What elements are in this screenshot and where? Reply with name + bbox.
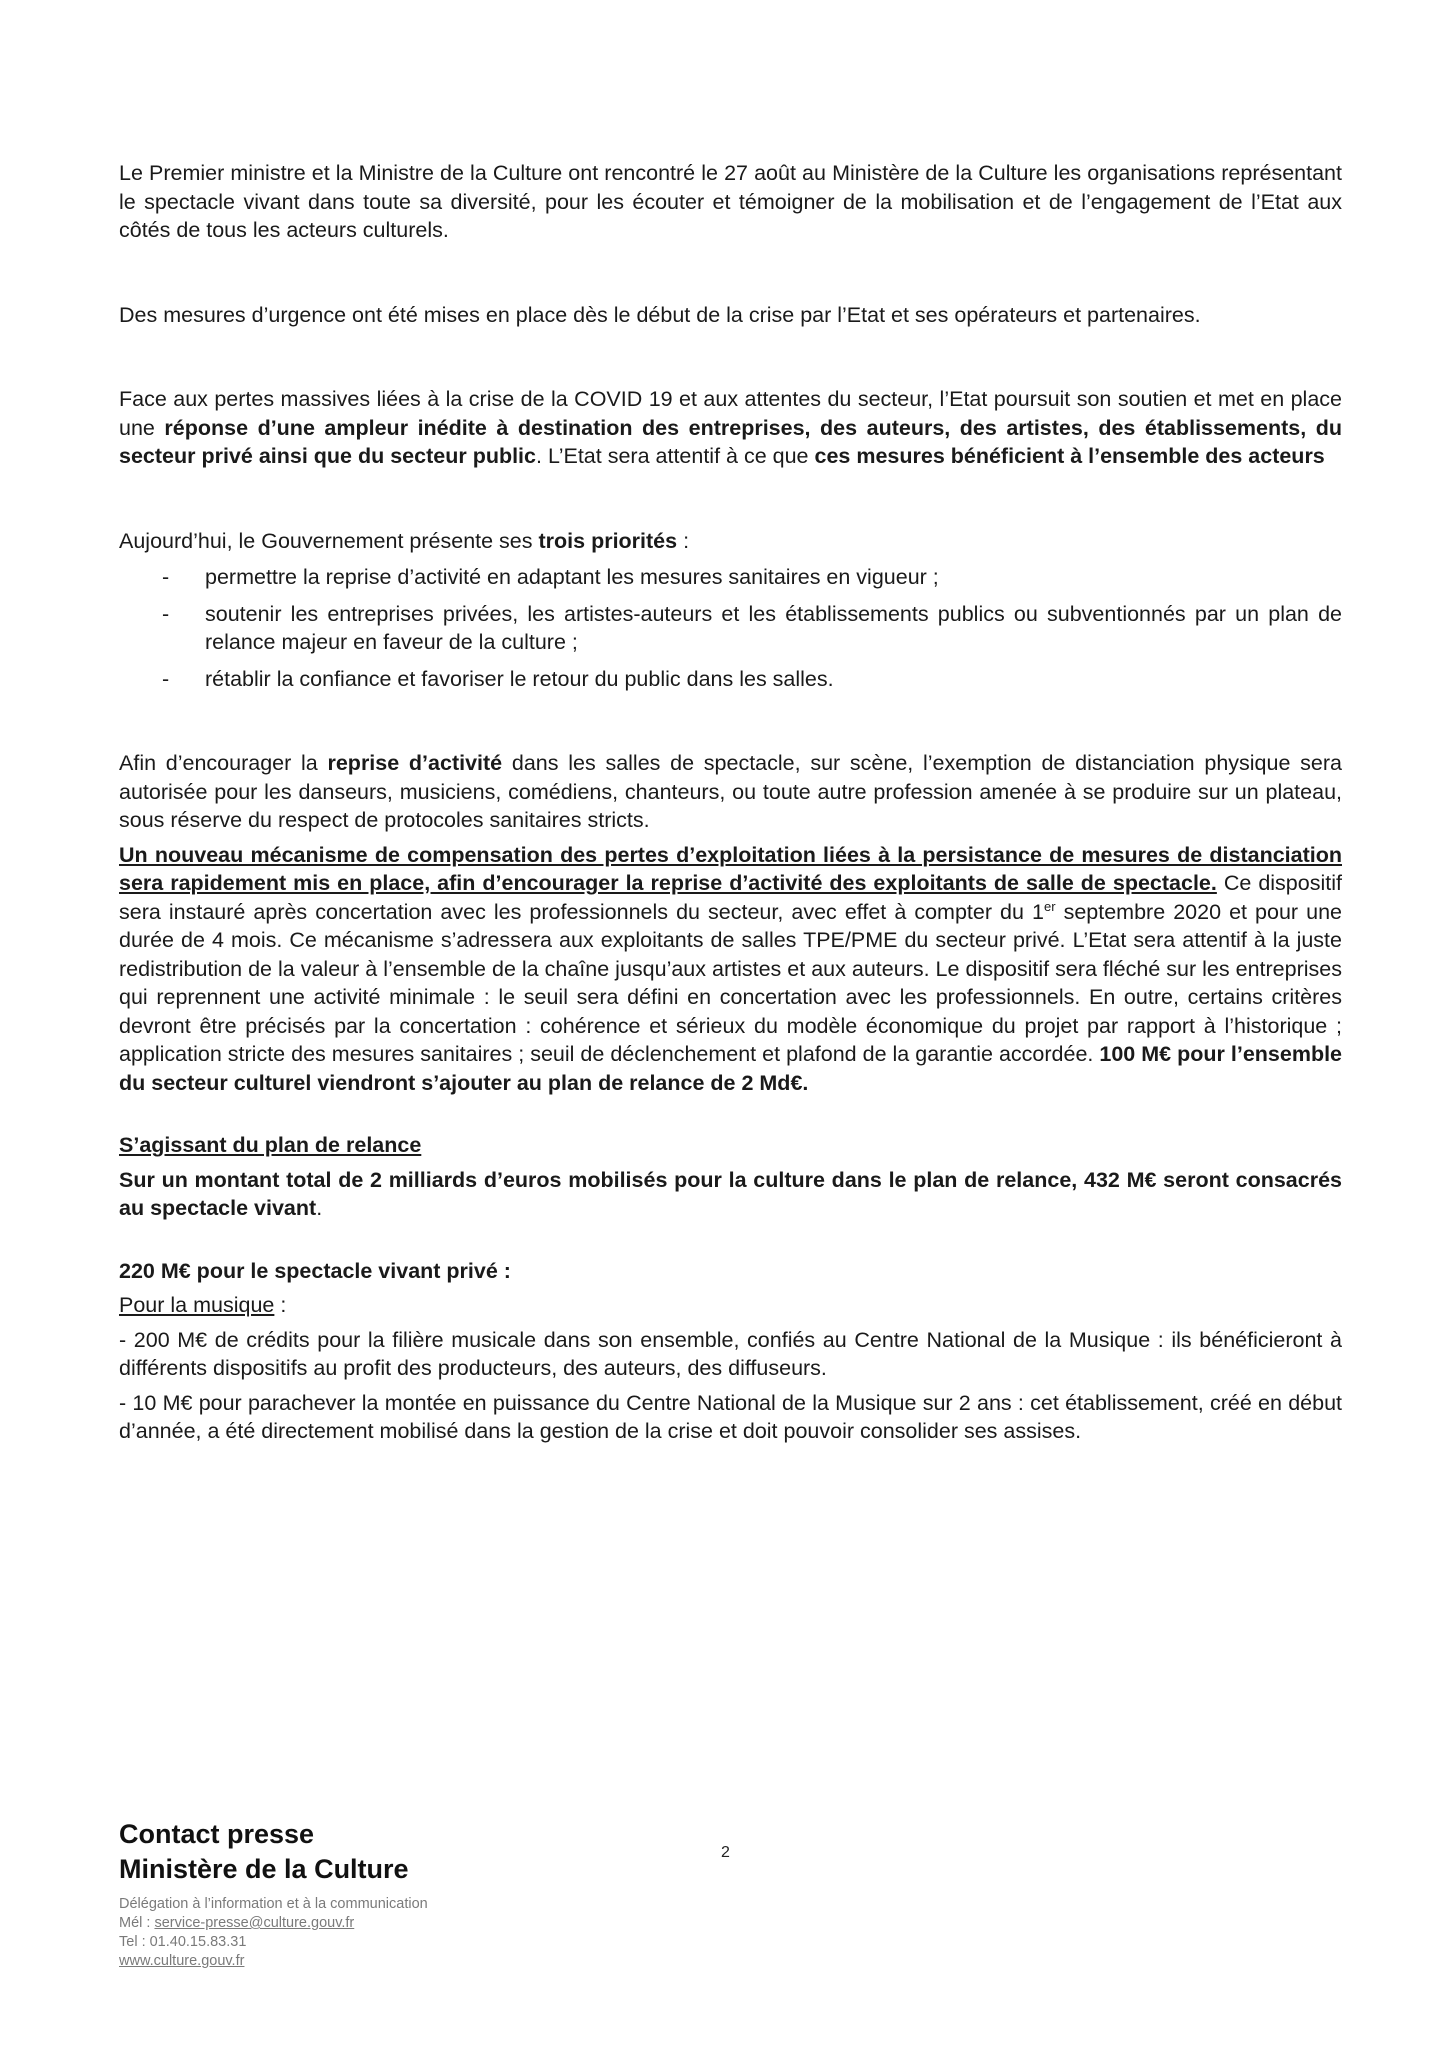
list-item: - permettre la reprise d’activité en adaptant les mesures sanitaires en vigueur ; bbox=[162, 565, 939, 589]
paragraph-priorities-intro: Aujourd’hui, le Gouvernement présente ses trois priorités : bbox=[119, 528, 690, 553]
contact-heading: Contact presse bbox=[119, 1819, 315, 1849]
paragraph-relance-total: Sur un montant total de 2 milliards d’euros mobilisés pour la culture dans le plan de relance, 432 M€ seront consacrés au spectacle vivant. bbox=[119, 1167, 1342, 1220]
paragraph-state-support: Face aux pertes massives liées à la crise de la COVID 19 et aux attentes du secteur, l’Etat poursuit son soutien et met en place une réponse d’une ampleur inédite à destination des entreprises, des auteurs, des artistes, des établissements, du secteur privé ainsi que du secteur public. L’Etat sera attentif à ce que ces mesures bénéficient à l’ensemble des acteurs bbox=[119, 387, 1342, 468]
page-number: 2 bbox=[721, 1844, 730, 1861]
paragraph-meeting: Le Premier ministre et la Ministre de la Culture ont rencontré le 27 août au Ministère de la Culture les organisations représentant le spectacle vivant dans toute sa diversité, pour les écouter et témoigner de la mobilisation et de l’engagement de l’Etat aux côtés de tous les acteurs culturels. bbox=[119, 161, 1342, 242]
paragraph-urgent-measures: Des mesures d’urgence ont été mises en place dès le début de la crise par l’Etat et ses opérateurs et partenaires. bbox=[119, 302, 1201, 327]
delegation-line: Délégation à l’information et à la communication bbox=[119, 1896, 428, 1912]
list-item: - soutenir les entreprises privées, les artistes-auteurs et les établissements publics ou subventionnés par un plan de relance majeur en faveur de la culture ; bbox=[162, 601, 1342, 654]
phone-line: Tel : 01.40.15.83.31 bbox=[119, 1934, 247, 1950]
paragraph-reprise: Afin d’encourager la reprise d’activité dans les salles de spectacle, sur scène, l’exemption de distanciation physique sera autorisée pour les danseurs, musiciens, comédiens, chanteurs, ou toute autre profession amenée à se produire sur un plateau, sous réserve du respect de protocoles sanitaires stricts. bbox=[119, 751, 1342, 832]
website-link[interactable]: www.culture.gouv.fr bbox=[119, 1953, 245, 1969]
mail-line: Mél : service-presse@culture.gouv.fr bbox=[119, 1915, 355, 1931]
heading-musique: Pour la musique : bbox=[119, 1293, 287, 1317]
paragraph-10m: - 10 M€ pour parachever la montée en puissance du Centre National de la Musique sur 2 ans : cet établissement, créé en début d’année, a été directement mobilisé dans la gestion de la crise et doit pouvoir consolider ses assises. bbox=[119, 1390, 1342, 1443]
press-contact-footer bbox=[119, 1817, 719, 1971]
heading-plan-relance: S’agissant du plan de relance bbox=[119, 1133, 422, 1157]
email-link[interactable]: service-presse@culture.gouv.fr bbox=[154, 1915, 355, 1931]
document-body bbox=[119, 159, 1342, 1446]
website-line bbox=[119, 1952, 719, 1971]
heading-spectacle-prive: 220 M€ pour le spectacle vivant privé : bbox=[119, 1258, 511, 1283]
ministry-heading: Ministère de la Culture bbox=[119, 1854, 409, 1884]
paragraph-compensation: Un nouveau mécanisme de compensation des pertes d’exploitation liées à la persistance de mesures de distanciation sera rapidement mis en place, afin d’encourager la reprise d’activité des exploitants de salle de spectacle. Ce dispositif sera instauré après concertation avec les professionnels du secteur, avec effet à compter du 1er septembre 2020 et pour une durée de 4 mois. Ce mécanisme s’adressera aux exploitants de salles TPE/PME du secteur privé. L’Etat sera attentif à la juste redistribution de la valeur à l’ensemble de la chaîne jusqu’aux artistes et aux auteurs. Le dispositif sera fléché sur les entreprises qui reprennent une activité minimale : le seuil sera défini en concertation avec les professionnels. En outre, certains critères devront être précisés par la concertation : cohérence et sérieux du modèle économique du projet par rapport à l’historique ; application stricte des mesures sanitaires ; seuil de déclenchement et plafond de la garantie accordée. 100 M€ pour l’ensemble du secteur culturel viendront s’ajouter au plan de relance de 2 Md€. bbox=[119, 842, 1343, 1095]
paragraph-200m: - 200 M€ de crédits pour la filière musicale dans son ensemble, confiés au Centre National de la Musique : ils bénéficieront à différents dispositifs au profit des producteurs, des auteurs, des diffuseurs. bbox=[119, 1327, 1342, 1380]
list-item: - rétablir la confiance et favoriser le retour du public dans les salles. bbox=[162, 666, 834, 691]
priorities-list bbox=[119, 563, 1342, 693]
